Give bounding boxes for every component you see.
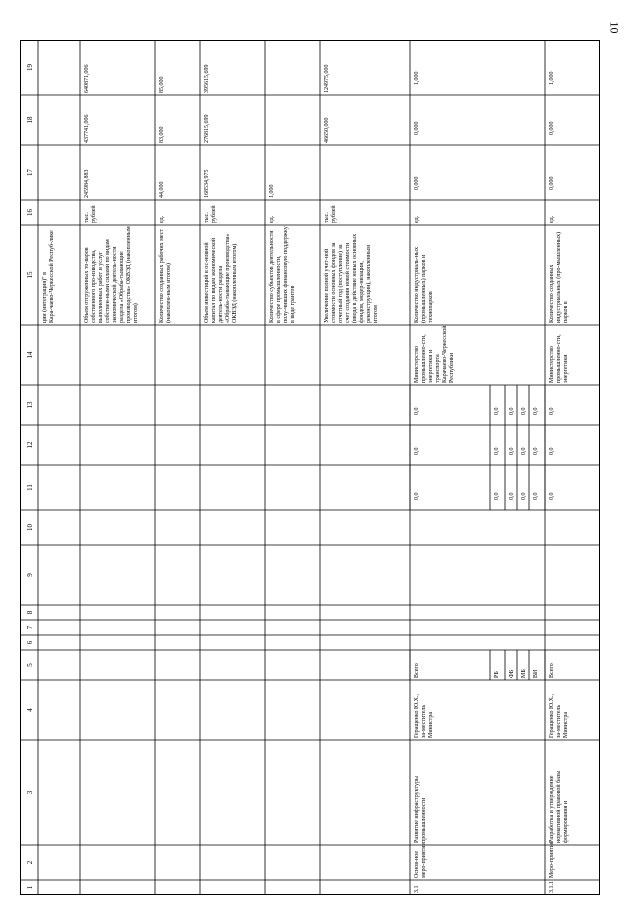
row-6-unit-line: рублей (331, 205, 337, 223)
row-2-indicator-line: итогом) (133, 303, 139, 323)
row-2-indicator-line: Объем отгруженных то-варов (84, 247, 90, 323)
block-3-1-type (414, 843, 427, 878)
row-3-unit (159, 215, 165, 223)
block-3-1-c12-0-line: 0,0 (414, 447, 420, 455)
row-6-unit (324, 205, 337, 223)
row-2-unit (84, 205, 97, 223)
block-3-1-source-4-line: ВИ (533, 669, 539, 678)
block-3-1-1-number (549, 881, 555, 893)
row-6-indicator-line: счет создания новой стоимости (345, 242, 351, 323)
block-3-1-c12-0 (414, 448, 420, 456)
row-4-unit-line: тыс. (204, 212, 210, 223)
header-col-number: 3 (26, 790, 34, 795)
header-col-number: 15 (26, 271, 34, 279)
row-3-indicator-line: (накоплен-ным итогом) (166, 263, 172, 323)
row-5-value-17 (269, 185, 275, 199)
block-3-1-1-executor-line: промышленно-сти, (556, 334, 562, 383)
row-4-value-17-line: 168534,975 (204, 169, 210, 198)
block-3-1-1-responsible-line: Геращенко Ю.Х., (549, 694, 555, 738)
row-4-indicator-line: деятель-ности раздела (218, 265, 224, 323)
block-3-1-executor-line: промышленно-сти, (421, 334, 427, 383)
block-3-1-title-line: промышленности (421, 797, 427, 843)
table-svg (20, 40, 600, 895)
block-3-1-executor-line: Министерство (414, 346, 420, 383)
block-3-1-c11-4 (533, 493, 539, 501)
row-6-value-18 (324, 118, 330, 144)
row-6-indicator-line: стоимости основных фондов за (331, 242, 337, 323)
block-3-1-c11-3 (521, 493, 527, 501)
block-3-1-unit (414, 215, 420, 223)
row-6-unit-line: тыс. (324, 212, 330, 223)
block-3-1-1-title-line: формирования и (563, 800, 569, 843)
block-3-1-1-c11 (549, 493, 555, 501)
block-3-1-1-value-18 (549, 122, 555, 136)
block-3-1-responsible-line: Министра (428, 712, 434, 738)
header-col-7 (26, 625, 34, 629)
row-2-indicator-line: собствен-ными силами по видам (105, 239, 111, 323)
block-3-1-1-unit (549, 215, 555, 223)
header-col-19 (26, 64, 34, 72)
row-3-unit-line: ед. (159, 215, 165, 223)
header-col-number: 5 (26, 663, 34, 667)
row-4-indicator-line: капитал по видам экономической (211, 237, 217, 323)
block-3-1-1-c13 (549, 408, 555, 416)
row-4-indicator (203, 234, 238, 323)
block-3-1-1-title-line: нормативной правовой базы (556, 770, 562, 843)
block-3-1-number (414, 886, 420, 894)
block-3-1-1-number-line: 3.1.1 (549, 881, 555, 893)
row-3-value-18-line: 83,000 (159, 126, 165, 143)
header-col-number: 9 (26, 573, 34, 577)
row-1-indicator-line: Кара-чаево-Черкесской Респуб-лике (49, 230, 55, 323)
block-3-1-1-c13-line: 0,0 (549, 407, 555, 415)
row-6-indicator-line: фондов, модер-низации, (359, 261, 365, 323)
header-col-number: 8 (26, 610, 34, 615)
header-col-15 (26, 271, 34, 279)
header-col-number: 6 (26, 640, 34, 645)
block-3-1-title (413, 776, 427, 843)
block-3-1-1-indicator (549, 232, 569, 323)
block-3-1-1-title-line: Разработка и утверждение (549, 775, 555, 843)
header-col-number: 16 (26, 209, 34, 216)
row-6-indicator-line: итогом (373, 305, 379, 323)
block-3-1-1-executor-line: энергетики (563, 354, 569, 383)
block-3-1-unit-line: ед. (414, 215, 420, 223)
block-3-1-source-1-line: РБ (494, 671, 500, 678)
block-3-1-1-c12-line: 0,0 (549, 447, 555, 455)
row-2-value-17 (84, 170, 90, 199)
row-6-indicator-line: реконструкции), накопленным (366, 245, 372, 323)
block-3-1-source-1 (494, 671, 500, 678)
block-3-1-c12-4 (533, 448, 539, 456)
header-col-12 (26, 441, 34, 449)
block-3-1-1-type-line: Меро-приятие (549, 841, 555, 878)
block-3-1-value-17 (414, 177, 420, 191)
header-col-2 (26, 860, 34, 864)
block-3-1-executor-line: транспорта (435, 354, 441, 383)
row-4-value-17 (204, 170, 210, 199)
block-3-1-c13-3-line: 0,0 (521, 407, 527, 415)
row-4-unit (204, 205, 217, 223)
block-3-1-responsible-line: Геращенко Ю.Х., (414, 694, 420, 738)
block-3-1-c12-4-line: 0,0 (533, 447, 539, 455)
header-col-number: 4 (26, 708, 34, 712)
row-5-indicator-line: Количество субъектов деятельности (269, 230, 275, 323)
block-3-1-value-18-line: 0,000 (414, 121, 420, 135)
block-3-1-1-value-19 (549, 72, 555, 86)
row-2-unit-line: тыс. (84, 212, 90, 223)
header-col-number: 10 (26, 524, 34, 531)
block-3-1-executor-line: Республики (449, 352, 455, 383)
header-col-number: 12 (26, 441, 34, 449)
row-1-indicator (41, 230, 55, 323)
block-3-1-c12-2-line: 0,0 (509, 447, 515, 455)
row-6-indicator-line: Увеличение полной учет-ной (324, 248, 330, 323)
row-6-value-19-line: 124975,000 (324, 64, 330, 93)
row-3-value-17-line: 44,000 (159, 181, 165, 198)
row-4-unit-line: рублей (211, 205, 217, 223)
block-3-1-value-19 (414, 72, 420, 86)
block-3-1-c13-2 (509, 408, 515, 416)
block-3-1-source-0-line: Всего (414, 663, 420, 678)
block-3-1-c13-0 (414, 408, 420, 416)
row-5-unit-line: ед. (269, 215, 275, 223)
block-3-1-1-c11-line: 0,0 (549, 492, 555, 500)
block-3-1-c13-4-line: 0,0 (533, 407, 539, 415)
header-col-number: 14 (26, 351, 34, 359)
block-3-1-1-source-line: Всего (549, 663, 555, 678)
row-2-indicator-line: собственного про-изводства, (91, 249, 97, 323)
block-3-1-c12-1-line: 0,0 (494, 447, 500, 455)
block-3-1-value-17-line: 0,000 (414, 176, 420, 190)
row-5-indicator (268, 226, 296, 323)
block-3-1-c13-0-line: 0,0 (414, 407, 420, 415)
block-3-1-1-value-18-line: 0,000 (549, 121, 555, 135)
block-3-1-indicator-line: технопарков (428, 291, 434, 323)
block-3-1-c11-0 (414, 493, 420, 501)
block-3-1-source-3 (521, 669, 527, 678)
block-3-1-c13-4 (533, 408, 539, 416)
row-5-value-17-line: 1,000 (269, 184, 275, 198)
row-2-value-17-line: 245984,883 (84, 169, 90, 198)
block-3-1-c11-2-line: 0,0 (509, 492, 515, 500)
header-col-13 (26, 401, 34, 409)
block-3-1-1-executor (549, 334, 569, 383)
block-3-1-source-0 (414, 663, 420, 678)
row-4-value-19-line: 395615,699 (204, 64, 210, 93)
row-3-value-19 (159, 77, 165, 94)
block-3-1-indicator-line: Количество индустриаль-ных (414, 247, 420, 323)
block-3-1-c11-1-line: 0,0 (494, 492, 500, 500)
row-2-indicator-line: раздела «Обраба-тывающие (119, 251, 125, 323)
block-3-1-source-4 (533, 669, 539, 678)
row-3-value-19-line: 85,000 (159, 76, 165, 93)
block-3-1-1-indicator-line: парков в (563, 301, 569, 323)
header-col-number: 17 (26, 169, 34, 176)
row-6-indicator-line: отчетный год (поступление) за (338, 244, 344, 323)
block-3-1-value-18 (414, 122, 420, 136)
block-3-1-1-unit-line: ед. (549, 215, 555, 223)
row-5-indicator-line: полу-чивших финансовую поддержку (283, 226, 289, 323)
block-3-1-indicator-line: (промышленных) парков и (421, 254, 427, 323)
block-3-1-c13-1-line: 0,0 (494, 407, 500, 415)
row-5-indicator-line: в сфере промышленности, (276, 255, 282, 323)
row-5-unit (269, 215, 275, 223)
row-1-indicator-line: ции (интеграция)" в (42, 272, 48, 323)
block-3-1-executor (414, 325, 455, 383)
header-col-number: 18 (26, 116, 34, 124)
block-3-1-1-responsible (549, 694, 569, 738)
header-col-11 (26, 484, 34, 491)
header-col-3 (26, 790, 34, 794)
row-2-indicator (83, 226, 139, 323)
page-number: 10 (607, 21, 622, 34)
row-4-indicator-line: ОКВЭД (накопленным итогом) (232, 243, 238, 323)
row-3-indicator (158, 229, 172, 323)
row-2-value-19 (84, 65, 90, 94)
block-3-1-1-title (548, 771, 569, 843)
block-3-1-responsible (414, 694, 434, 738)
block-3-1-type-line: Основ-ное (414, 851, 420, 878)
block-3-1-c12-3 (521, 448, 527, 456)
header-col-number: 19 (26, 64, 34, 71)
block-3-1-c12-3-line: 0,0 (521, 447, 527, 455)
block-3-1-c13-2-line: 0,0 (509, 407, 515, 415)
block-3-1-type-line: меро-приятие (421, 842, 427, 878)
header-col-10 (26, 524, 34, 532)
block-3-1-c11-2 (509, 493, 515, 501)
table-border (21, 41, 600, 895)
block-3-1-number-line: 3.1 (414, 885, 420, 893)
header-col-number: 2 (26, 860, 34, 865)
header-col-number: 11 (26, 484, 34, 491)
header-col-17 (26, 169, 34, 177)
header-col-number: 1 (26, 885, 34, 890)
header-col-4 (26, 708, 34, 712)
block-3-1-c12-1 (494, 448, 500, 456)
header-col-5 (26, 663, 34, 667)
row-4-value-19 (204, 65, 210, 94)
block-3-1-source-3-line: МБ (521, 669, 527, 678)
block-3-1-indicator (414, 247, 434, 323)
row-2-value-18-line: 437741,006 (84, 114, 90, 143)
block-3-1-responsible-line: за-меститель (421, 704, 427, 738)
header-col-9 (26, 573, 34, 577)
row-4-indicator-line: «Обраба-тывающие производства» (225, 233, 231, 323)
row-3-value-17 (159, 182, 165, 199)
row-4-value-18-line: 276815,699 (204, 114, 210, 143)
block-3-1-1-responsible-line: за-меститель (556, 704, 562, 738)
block-3-1-c11-1 (494, 493, 500, 501)
header-col-1 (26, 885, 34, 889)
block-3-1-1-value-17-line: 0,000 (549, 176, 555, 190)
block-3-1-c11-4-line: 0,0 (533, 492, 539, 500)
row-5-indicator-line: в виде грантов (290, 285, 296, 323)
rotated-table (20, 40, 600, 895)
row-2-unit-line: рублей (91, 205, 97, 223)
block-3-1-c11-3-line: 0,0 (521, 492, 527, 500)
row-4-indicator-line: Объем инвестиций в ос-новной (204, 242, 210, 323)
row-2-indicator-line: производства» ОКВЭД (накопленным (126, 226, 132, 323)
block-3-1-1-source (549, 663, 555, 678)
block-3-1-1-value-19-line: 1,000 (549, 71, 555, 85)
header-col-number: 13 (26, 401, 34, 409)
row-2-indicator-line: выполненных работ и услуг (98, 251, 104, 323)
block-3-1-1-responsible-line: Министра (563, 712, 569, 738)
block-3-1-1-indicator-line: Количество созданных (549, 264, 555, 323)
block-3-1-c11-0-line: 0,0 (414, 492, 420, 500)
row-6-indicator (323, 234, 379, 323)
block-3-1-c12-2 (509, 448, 515, 456)
block-3-1-source-2 (509, 669, 515, 678)
row-6-indicator-line: (ввода в действие новых основных (352, 233, 358, 323)
block-3-1-c13-1 (494, 408, 500, 416)
block-3-1-1-indicator-line: индустриальных (про-мышленных) (556, 232, 562, 323)
block-3-1-executor-line: Карачаево-Черкесской (442, 325, 448, 383)
row-4-value-18 (204, 115, 210, 144)
header-col-16 (26, 209, 34, 217)
row-3-value-18 (159, 127, 165, 144)
block-3-1-1-value-17 (549, 177, 555, 191)
block-3-1-1-type (549, 841, 555, 878)
block-3-1-1-c12 (549, 448, 555, 456)
block-3-1-c13-3 (521, 408, 527, 416)
block-3-1-source-2-line: ФБ (509, 669, 515, 678)
block-3-1-1-executor-line: Министерство (549, 346, 555, 383)
row-2-indicator-line: экономической деятель-ности (112, 246, 118, 323)
block-3-1-executor-line: энергетики и (428, 349, 434, 383)
block-3-1-title-line: Развитие инфраструктуры (414, 775, 420, 843)
row-6-value-18-line: 46650,000 (324, 117, 330, 143)
header-col-14 (26, 351, 34, 359)
row-2-value-18 (84, 115, 90, 144)
header-col-18 (26, 116, 34, 124)
row-2-value-19-line: 640871,006 (84, 64, 90, 93)
row-6-value-19 (324, 65, 330, 94)
header-col-6 (26, 640, 34, 644)
header-col-number: 7 (26, 625, 34, 630)
row-3-indicator-line: Количество созданных рабочих мест (159, 228, 165, 323)
block-3-1-value-19-line: 1,000 (414, 71, 420, 85)
header-col-8 (26, 610, 34, 614)
